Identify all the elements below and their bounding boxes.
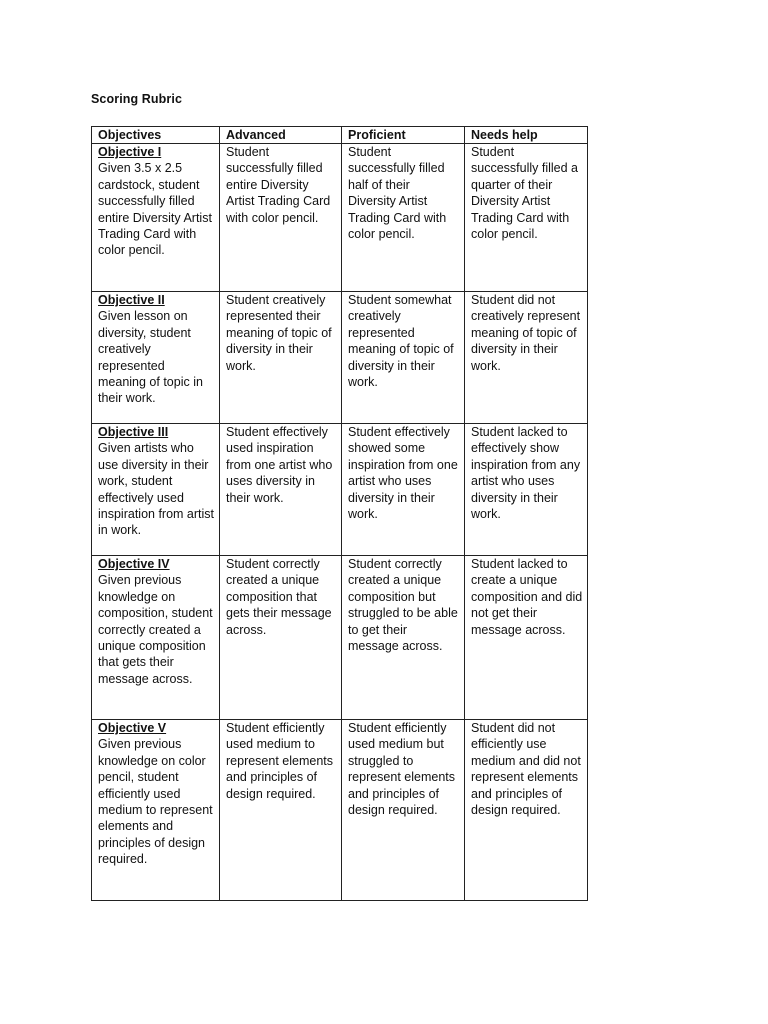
advanced-text: Student successfully filled entire Diversity Artist Trading Card with color pencil. — [226, 145, 331, 225]
proficient-cell — [342, 292, 465, 424]
needs-help-cell — [465, 720, 588, 901]
objective-label: Objective III — [98, 425, 169, 439]
objective-cell — [92, 292, 220, 424]
proficient-cell — [342, 144, 465, 292]
objective-label: Objective IV — [98, 557, 170, 571]
proficient-cell — [342, 424, 465, 556]
needs-help-text: Student lacked to effectively show inspiration from any artist who uses diversity in their work. — [471, 425, 581, 522]
table-row — [92, 424, 588, 556]
objective-cell — [92, 720, 220, 901]
needs-help-cell — [465, 144, 588, 292]
table-row — [92, 144, 588, 292]
needs-help-text: Student successfully filled a quarter of their Diversity Artist Trading Card with color pencil. — [471, 145, 578, 242]
proficient-text: Student correctly created a unique composition but struggled to be able to get their message across. — [348, 557, 458, 654]
needs-help-text: Student did not creatively represent meaning of topic of diversity in their work. — [471, 293, 581, 373]
objective-cell — [92, 144, 220, 292]
page-title: Scoring Rubric — [91, 92, 182, 106]
advanced-text: Student efficiently used medium to represent elements and principles of design required. — [226, 721, 334, 801]
objective-cell — [92, 424, 220, 556]
objective-label: Objective II — [98, 293, 165, 307]
header-row — [92, 127, 588, 144]
advanced-text: Student correctly created a unique composition that gets their message across. — [226, 557, 332, 637]
proficient-text: Student effectively showed some inspiration from one artist who uses diversity in their work. — [348, 425, 458, 522]
proficient-text: Student successfully filled half of their Diversity Artist Trading Card with color pencil. — [348, 145, 447, 242]
proficient-cell — [342, 720, 465, 901]
objective-description: Given previous knowledge on color pencil, student efficiently used medium to represent elements and principles of design required. — [98, 737, 213, 867]
advanced-cell — [220, 556, 342, 720]
needs-help-cell — [465, 424, 588, 556]
column-header-needs-help: Needs help — [465, 127, 588, 144]
objective-description: Given 3.5 x 2.5 cardstock, student successfully filled entire Diversity Artist Trading Card with color pencil. — [98, 161, 212, 258]
advanced-cell — [220, 144, 342, 292]
column-header-advanced: Advanced — [220, 127, 342, 144]
objective-description: Given artists who use diversity in their work, student effectively used inspiration from artist in work. — [98, 441, 215, 538]
advanced-cell — [220, 424, 342, 556]
needs-help-text: Student lacked to create a unique composition and did not get their message across. — [471, 557, 583, 637]
column-header-objectives: Objectives — [92, 127, 220, 144]
needs-help-cell — [465, 556, 588, 720]
advanced-text: Student effectively used inspiration from one artist who uses diversity in their work. — [226, 425, 333, 505]
objective-description: Given lesson on diversity, student creatively represented meaning of topic in their work. — [98, 309, 203, 406]
rubric-table — [91, 126, 588, 901]
objective-label: Objective V — [98, 721, 167, 735]
column-header-proficient: Proficient — [342, 127, 465, 144]
needs-help-text: Student did not efficiently use medium and did not represent elements and principles of design required. — [471, 721, 581, 818]
objective-description: Given previous knowledge on composition, student correctly created a unique composition that gets their message across. — [98, 573, 213, 686]
objective-label: Objective I — [98, 145, 162, 159]
advanced-cell — [220, 720, 342, 901]
objective-cell — [92, 556, 220, 720]
proficient-cell — [342, 556, 465, 720]
advanced-cell — [220, 292, 342, 424]
proficient-text: Student somewhat creatively represented meaning of topic of diversity in their work. — [348, 293, 454, 390]
advanced-text: Student creatively represented their meaning of topic of diversity in their work. — [226, 293, 332, 373]
table-row — [92, 556, 588, 720]
proficient-text: Student efficiently used medium but struggled to represent elements and principles of design required. — [348, 721, 456, 818]
table-row — [92, 720, 588, 901]
needs-help-cell — [465, 292, 588, 424]
table-row — [92, 292, 588, 424]
